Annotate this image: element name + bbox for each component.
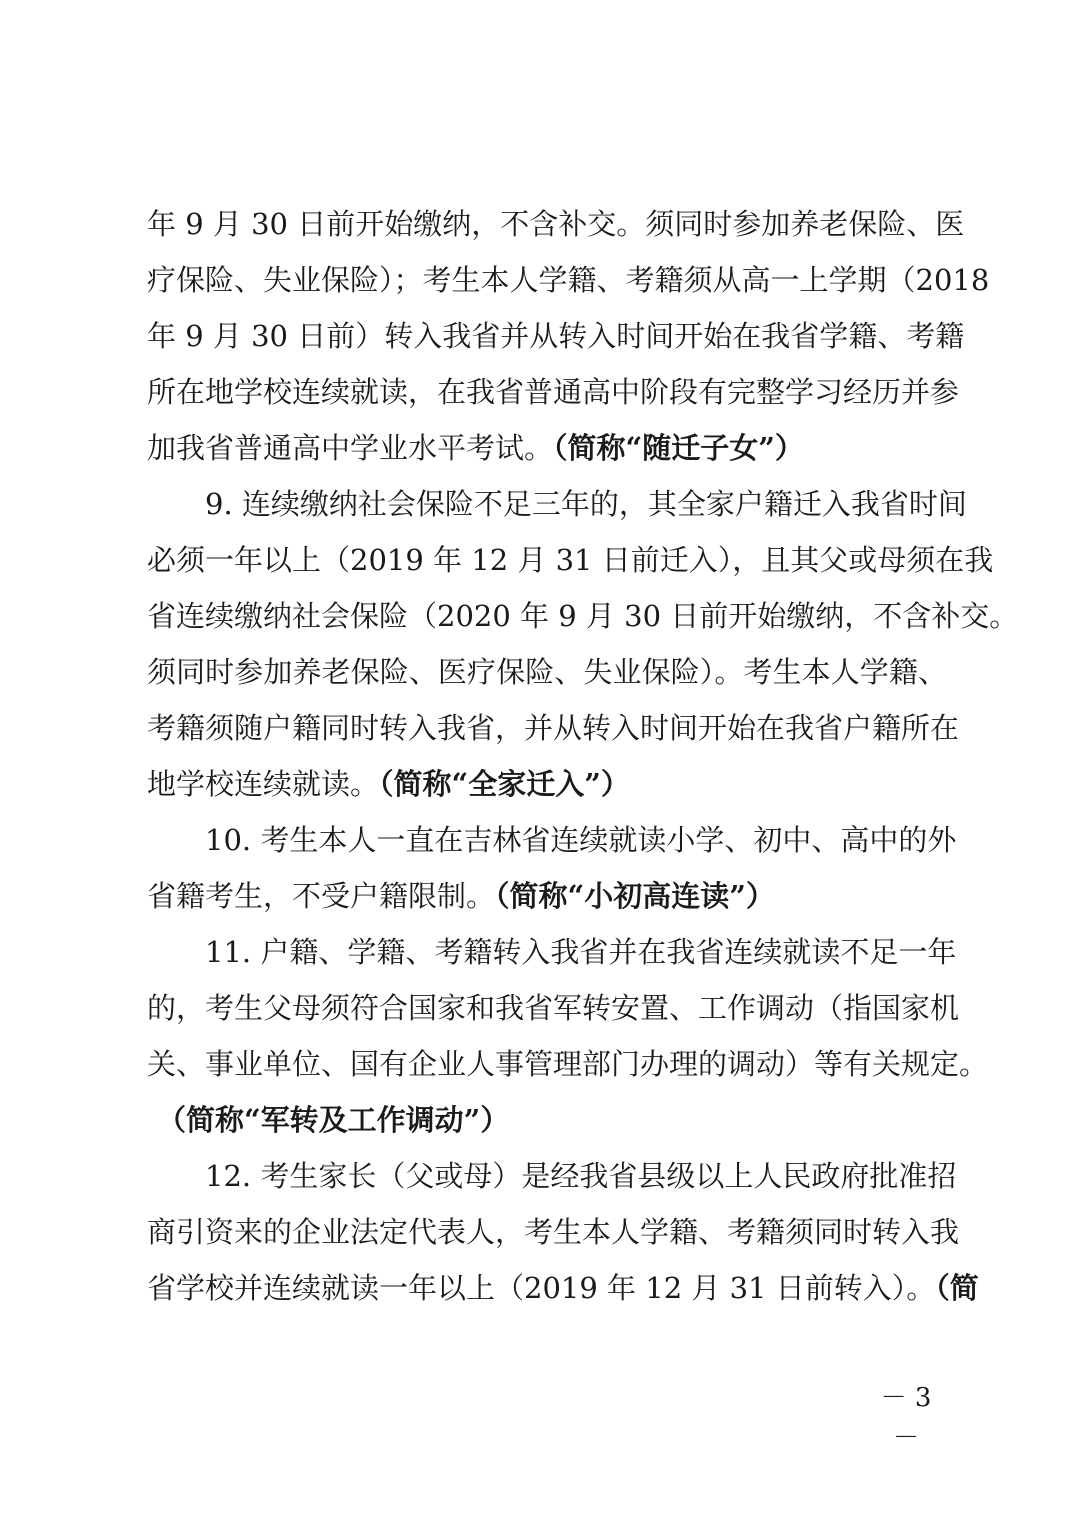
abbreviation: （简称“军转及工作调动”） <box>157 1103 510 1137</box>
text-line: 关、事业单位、国有企业人事管理部门办理的调动）等有关规定。 <box>147 1047 989 1081</box>
text-line: 考籍须随户籍同时转入我省，并从转入时间开始在我省户籍所在 <box>147 711 960 745</box>
text-line <box>147 1260 979 1316</box>
text-line: 12. 考生家长（父或母）是经我省县级以上人民政府批准招 <box>205 1159 957 1193</box>
text-segment: 省学校并连续就读一年以上（2019 年 12 月 31 日前转入）。 <box>147 1271 936 1305</box>
text-line <box>147 420 947 476</box>
abbreviation: （简称“小初高连读”） <box>495 879 775 913</box>
text-line: 商引资来的企业法定代表人，考生本人学籍、考籍须同时转入我 <box>147 1215 960 1249</box>
text-segment: 加我省普通高中学业水平考试。 <box>147 431 554 465</box>
text-line: 年 9 月 30 日前）转入我省并从转入时间开始在我省学籍、考籍 <box>147 319 965 353</box>
text-segment: 省籍考生，不受户籍限制。 <box>147 879 496 913</box>
abbreviation: （简称“随迁子女”） <box>553 431 804 465</box>
text-line: 省连续缴纳社会保险（2020 年 9 月 30 日前开始缴纳，不含补交。 <box>147 599 1019 633</box>
text-segment: 地学校连续就读。 <box>147 767 380 801</box>
text-line: 疗保险、失业保险）；考生本人学籍、考籍须从高一上学期（2018 <box>147 263 990 297</box>
text-line: 必须一年以上（2019 年 12 月 31 日前迁入），且其父或母须在我 <box>147 543 994 577</box>
text-line: 9. 连续缴纳社会保险不足三年的，其全家户籍迁入我省时间 <box>205 487 967 521</box>
text-line: 所在地学校连续就读，在我省普通高中阶段有完整学习经历并参 <box>147 375 960 409</box>
text-line <box>147 868 947 924</box>
text-line: 10. 考生本人一直在吉林省连续就读小学、初中、高中的外 <box>205 823 957 857</box>
document-body <box>147 196 1019 1316</box>
text-line <box>147 756 947 812</box>
text-line: 的，考生父母须符合国家和我省军转安置、工作调动（指国家机 <box>147 991 960 1025</box>
text-line: 须同时参加养老保险、医疗保险、失业保险）。考生本人学籍、 <box>147 655 947 689</box>
text-line <box>147 1092 947 1148</box>
page-number: － 3 － <box>880 1383 932 1453</box>
abbreviation: （简称“全家迁入”） <box>379 767 630 801</box>
text-line: 年 9 月 30 日前开始缴纳，不含补交。须同时参加养老保险、医 <box>147 207 965 241</box>
abbreviation: （简 <box>935 1271 979 1305</box>
text-line: 11. 户籍、学籍、考籍转入我省并在我省连续就读不足一年 <box>205 935 957 969</box>
